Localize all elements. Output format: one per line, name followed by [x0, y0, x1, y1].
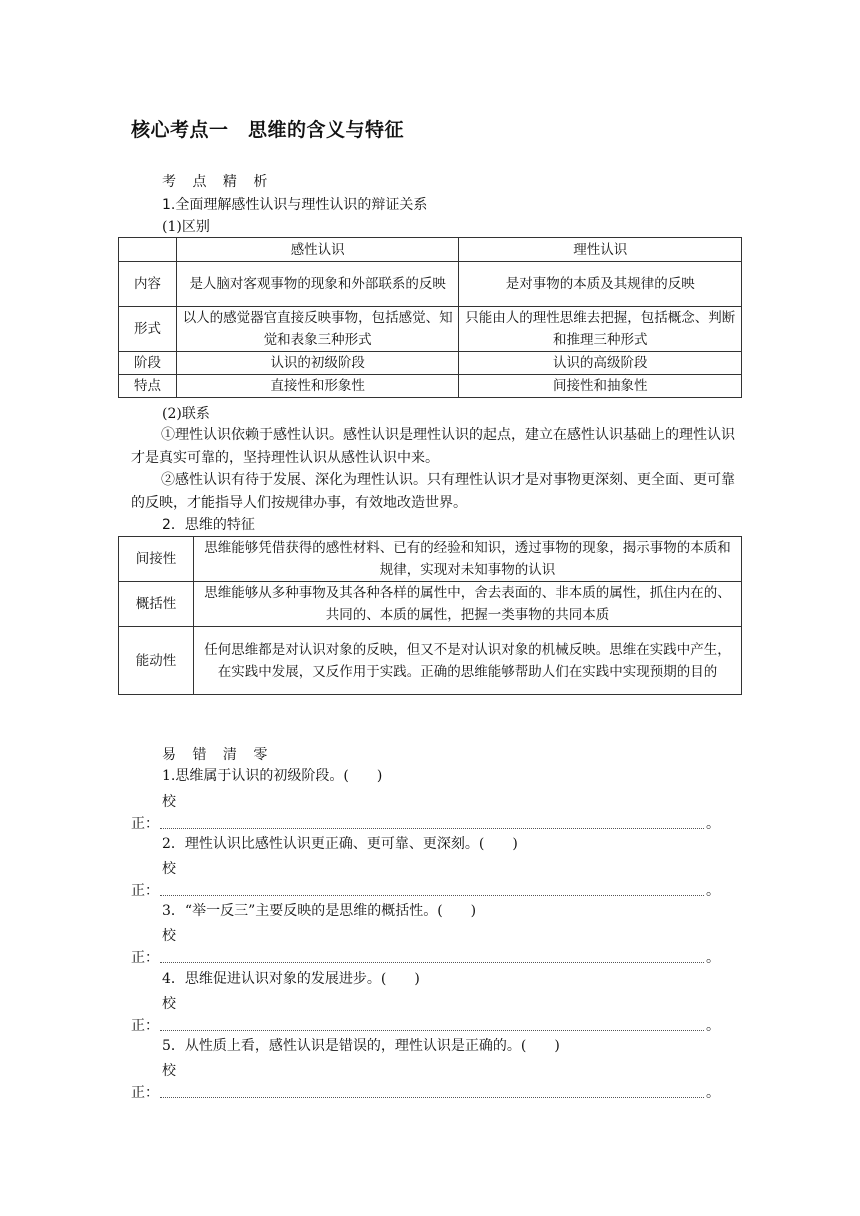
- table-row: [119, 627, 742, 695]
- table-row: [119, 375, 742, 398]
- table-row: [119, 582, 742, 627]
- subheading-difference: (1)区别: [162, 219, 210, 235]
- section-heading-1: 1.全面理解感性认识与理性认识的辩证关系: [162, 197, 428, 213]
- answer-line[interactable]: [160, 1097, 704, 1098]
- trait-description: 思维能够从多种事物及其各种各样的属性中，舍去表面的、非本质的属性，抓住内在的、共同的、本质的属性，把握一类事物的共同本质: [193, 582, 741, 627]
- section-header-analysis: 考 点 精 析: [162, 174, 274, 190]
- row-label: 特点: [119, 375, 177, 398]
- end-mark: 。: [706, 950, 720, 966]
- traits-table: [118, 536, 742, 695]
- trait-description: 思维能够凭借获得的感性材料、已有的经验和知识，透过事物的现象，揭示事物的本质和规律，实现对未知事物的认识: [193, 537, 741, 582]
- answer-line[interactable]: [160, 1030, 704, 1031]
- table-row: [119, 262, 742, 307]
- answer-line[interactable]: [160, 895, 704, 896]
- correction-label-bottom: 正：: [131, 1085, 159, 1101]
- trait-label: 间接性: [119, 537, 194, 582]
- table-row: [119, 307, 742, 352]
- trait-label: 能动性: [119, 627, 194, 695]
- cell-rational: 只能由人的理性思维去把握，包括概念、判断和推理三种形式: [459, 307, 742, 352]
- section-heading-2: 2．思维的特征: [162, 517, 255, 533]
- correction-label-top: 校: [162, 861, 176, 877]
- table-corner-cell: [119, 238, 177, 262]
- table-row: [119, 537, 742, 582]
- correction-label-bottom: 正：: [131, 816, 159, 832]
- cell-perceptual: 认识的初级阶段: [176, 352, 459, 375]
- row-label: 阶段: [119, 352, 177, 375]
- cell-perceptual: 直接性和形象性: [176, 375, 459, 398]
- answer-line[interactable]: [160, 828, 704, 829]
- comparison-table: [118, 237, 742, 398]
- end-mark: 。: [706, 816, 720, 832]
- cell-rational: 间接性和抽象性: [459, 375, 742, 398]
- question-5: 5．从性质上看，感性认识是错误的，理性认识是正确的。( ): [162, 1038, 560, 1054]
- section-header-mistakes: 易 错 清 零: [162, 747, 274, 763]
- end-mark: 。: [706, 1085, 720, 1101]
- question-1: 1.思维属于认识的初级阶段。( ): [162, 768, 383, 784]
- question-3: 3．“举一反三”主要反映的是思维的概括性。( ): [162, 903, 477, 919]
- correction-label-top: 校: [162, 996, 176, 1012]
- cell-rational: 是对事物的本质及其规律的反映: [459, 262, 742, 307]
- page-title: 核心考点一 思维的含义与特征: [131, 119, 405, 141]
- subheading-connection: (2)联系: [162, 406, 210, 422]
- question-4: 4．思维促进认识对象的发展进步。( ): [162, 971, 420, 987]
- question-2: 2．理性认识比感性认识更正确、更可靠、更深刻。( ): [162, 836, 518, 852]
- answer-line[interactable]: [160, 962, 704, 963]
- table-header-perceptual: 感性认识: [176, 238, 459, 262]
- cell-perceptual: 以人的感觉器官直接反映事物，包括感觉、知觉和表象三种形式: [176, 307, 459, 352]
- correction-label-bottom: 正：: [131, 883, 159, 899]
- paragraph-connection-2: ②感性认识有待于发展、深化为理性认识。只有理性认识才是对事物更深刻、更全面、更可靠的反映，才能指导人们按规律办事，有效地改造世界。: [131, 472, 735, 511]
- end-mark: 。: [706, 883, 720, 899]
- row-label: 形式: [119, 307, 177, 352]
- cell-rational: 认识的高级阶段: [459, 352, 742, 375]
- row-label: 内容: [119, 262, 177, 307]
- end-mark: 。: [706, 1018, 720, 1034]
- table-row: [119, 352, 742, 375]
- correction-label-top: 校: [162, 928, 176, 944]
- correction-label-bottom: 正：: [131, 950, 159, 966]
- correction-label-bottom: 正：: [131, 1018, 159, 1034]
- cell-perceptual: 是人脑对客观事物的现象和外部联系的反映: [176, 262, 459, 307]
- correction-label-top: 校: [162, 794, 176, 810]
- table-header-rational: 理性认识: [459, 238, 742, 262]
- correction-label-top: 校: [162, 1063, 176, 1079]
- trait-label: 概括性: [119, 582, 194, 627]
- paragraph-connection-1: ①理性认识依赖于感性认识。感性认识是理性认识的起点，建立在感性认识基础上的理性认识才是真实可靠的，坚持理性认识从感性认识中来。: [131, 427, 735, 466]
- trait-description: 任何思维都是对认识对象的反映，但又不是对认识对象的机械反映。思维在实践中产生，在实践中发展，又反作用于实践。正确的思维能够帮助人们在实践中实现预期的目的: [193, 627, 741, 695]
